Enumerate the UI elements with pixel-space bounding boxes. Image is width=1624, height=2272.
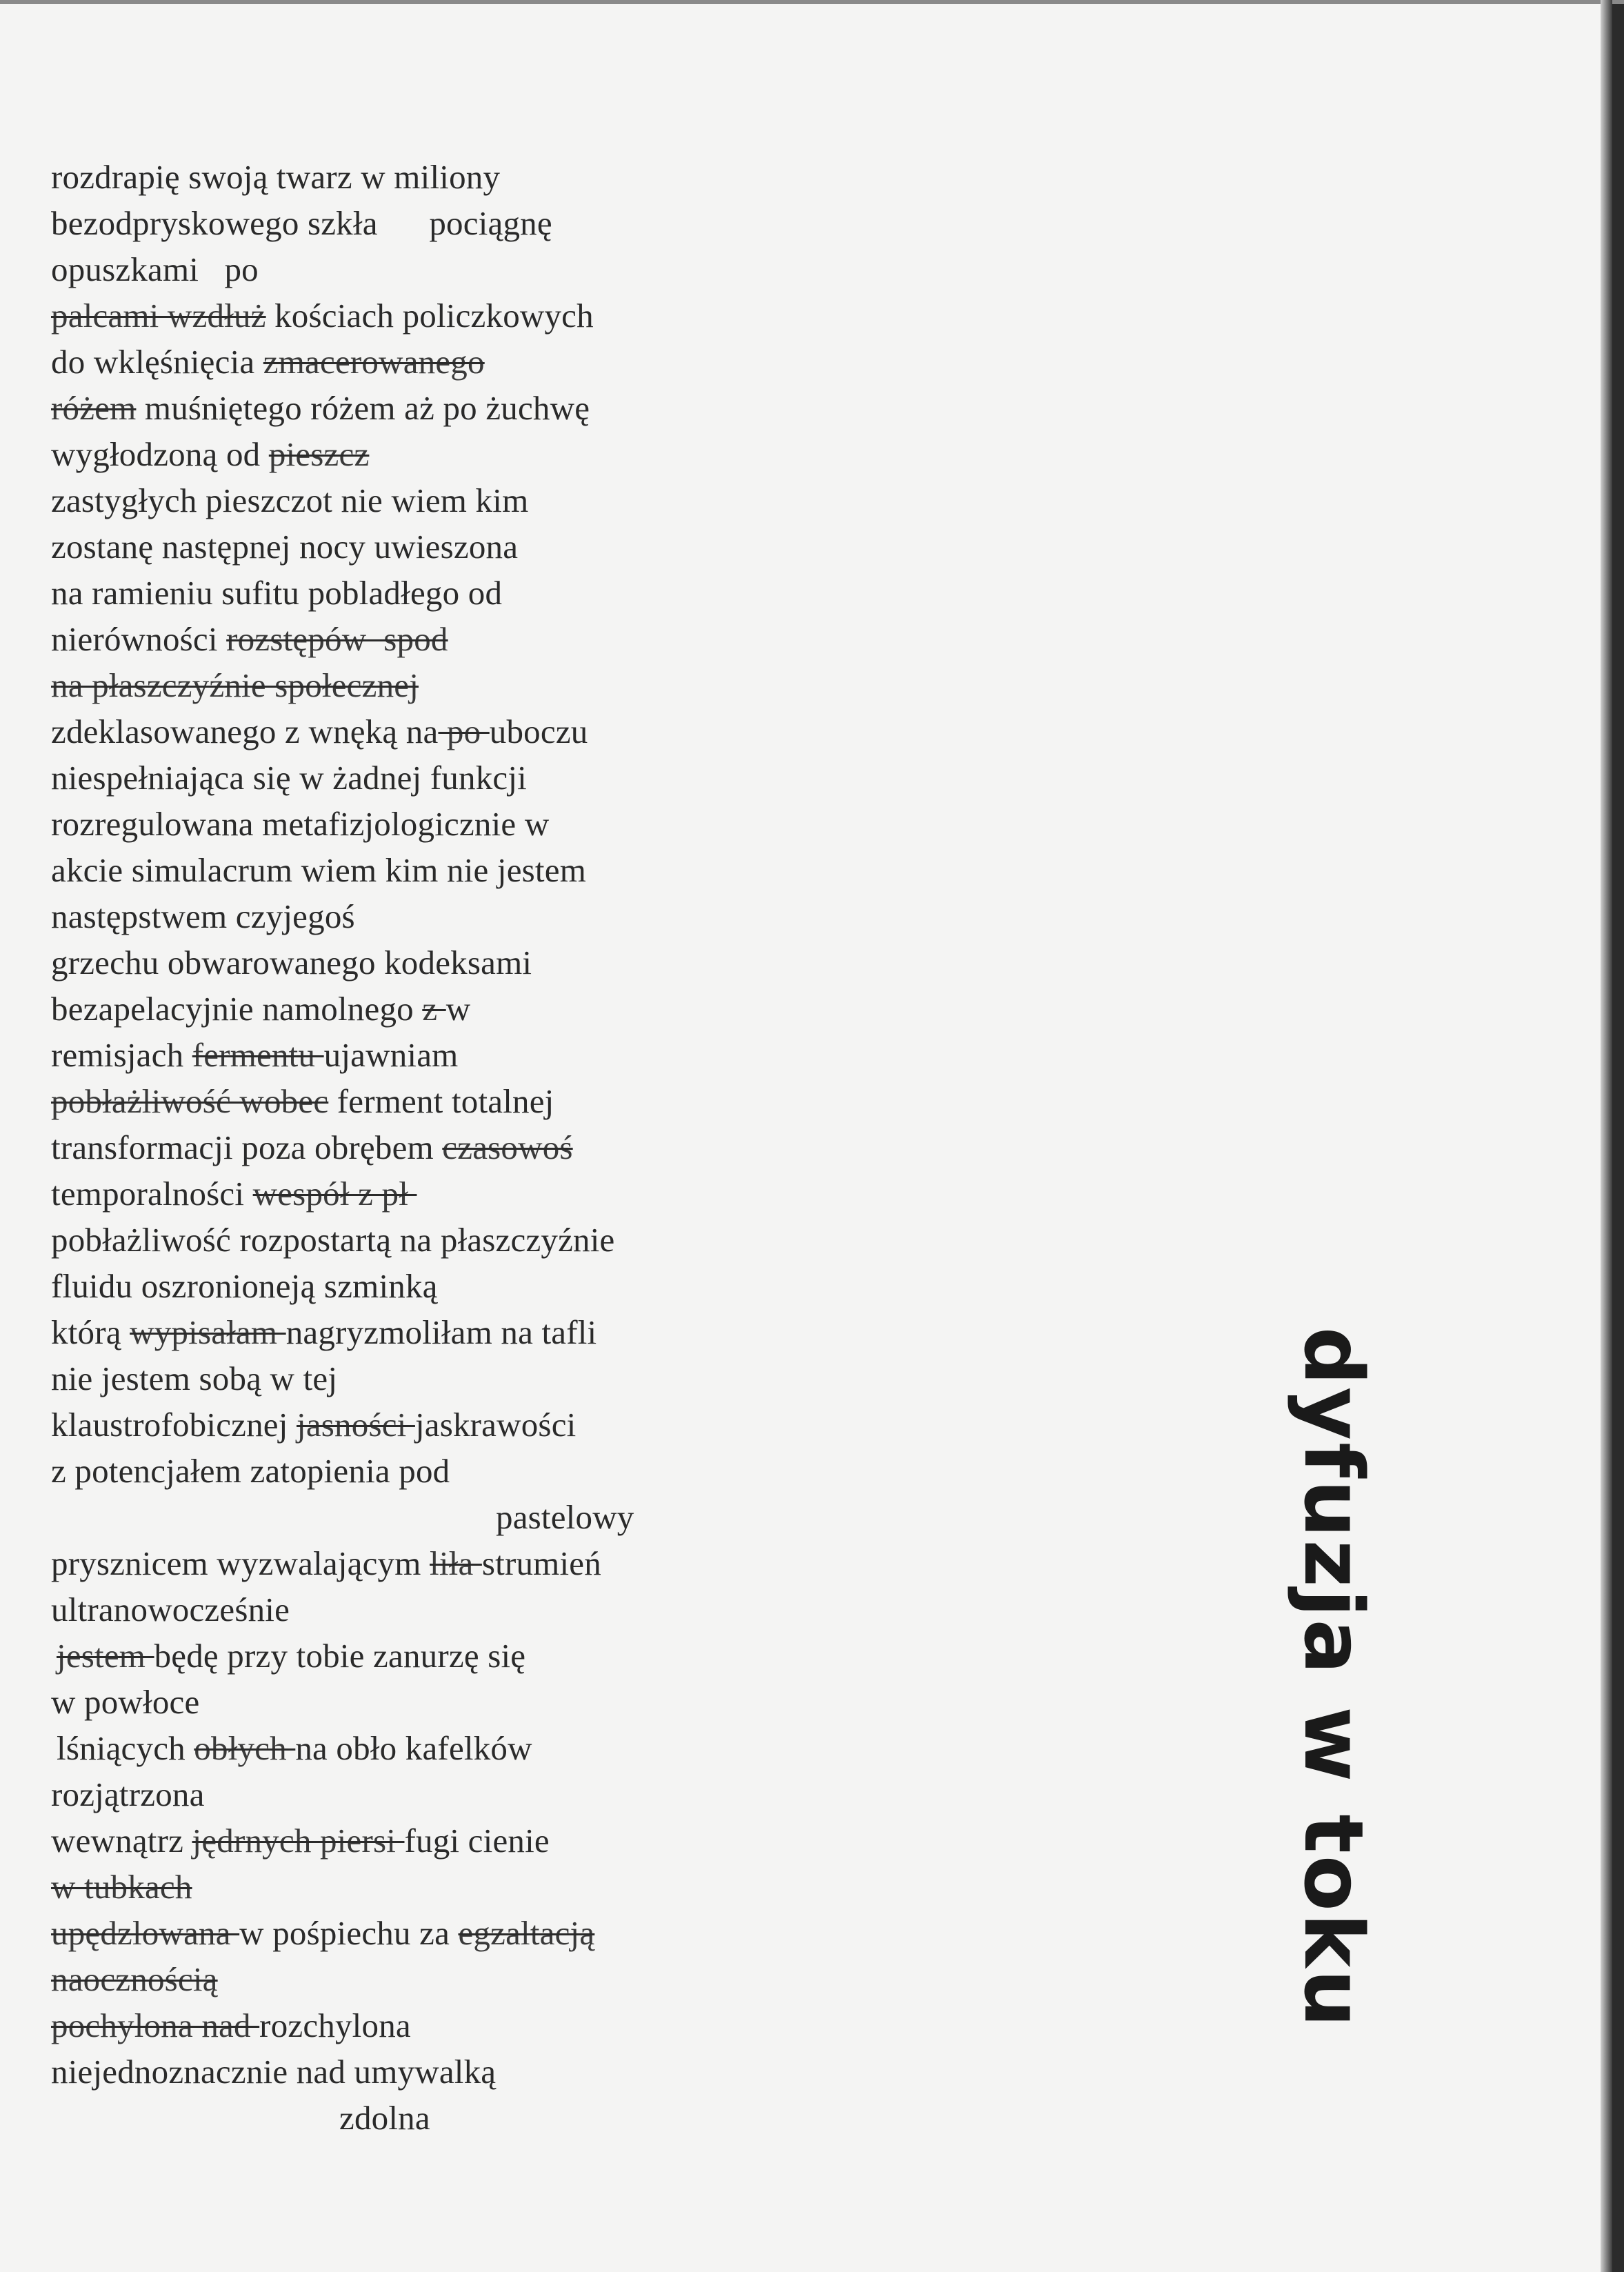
poem-text-segment: nierówności <box>51 620 227 658</box>
poem-text-segment: rozregulowana metafizjologicznie w <box>51 805 550 843</box>
poem-line <box>51 2095 810 2141</box>
poem-text-segment: na obło kafelków <box>295 1729 532 1767</box>
poem-text-segment: ujawniam <box>323 1036 459 1074</box>
poem-line <box>51 1725 810 1771</box>
poem-line <box>51 755 810 801</box>
poem-text-segment: lśniących <box>57 1729 194 1767</box>
poem-line <box>51 1263 810 1309</box>
poem-line <box>51 1355 810 1402</box>
poem-line <box>51 2002 810 2049</box>
poem-line <box>51 1448 810 1494</box>
poem-text-segment: rozjątrzona <box>51 1775 205 1813</box>
poem-line <box>51 1540 810 1586</box>
struck-text: po <box>438 713 490 750</box>
struck-text: pobłażliwość wobec <box>51 1082 329 1120</box>
struck-text: palcami wzdłuż <box>51 297 266 335</box>
poem-text-segment: rozdrapię swoją twarz w miliony <box>51 158 501 196</box>
poem-line <box>51 154 810 200</box>
struck-text: jasności <box>297 1406 415 1444</box>
struck-text: zmacerowanego <box>263 343 485 381</box>
struck-text: rozstępów spod <box>226 620 448 658</box>
poem-text-segment: którą <box>51 1313 130 1351</box>
poem-line <box>51 1032 810 1078</box>
poem-text-segment: będę przy tobie zanurzę się <box>154 1637 526 1675</box>
poem-text-segment: strumień <box>481 1544 601 1582</box>
struck-text: liła <box>430 1544 482 1582</box>
poem-line <box>51 1586 810 1633</box>
poem-line <box>51 1217 810 1263</box>
right-edge <box>1601 0 1612 2272</box>
struck-text: naocznością <box>51 1960 218 1998</box>
poem-text-segment: temporalności <box>51 1175 253 1213</box>
poem-text <box>51 154 810 2141</box>
poem-line <box>51 1864 810 1910</box>
poem-text-segment: jaskrawości <box>414 1406 577 1444</box>
poem-text-segment: grzechu obwarowanego kodeksami <box>51 944 532 981</box>
poem-text-segment: szminką <box>315 1267 438 1305</box>
poem-text-segment: ferment totalnej <box>328 1082 554 1120</box>
poem-line <box>51 339 810 385</box>
poem-line <box>51 893 810 939</box>
poem-text-segment: akcie simulacrum wiem kim nie jestem <box>51 851 587 889</box>
poem-text-segment: ultranowocześnie <box>51 1591 290 1628</box>
poem-text-segment: muśniętego różem aż po żuchwę <box>136 389 590 427</box>
struck-text: wespół z pł <box>252 1175 417 1213</box>
poem-text-segment: zdeklasowanego z wnęką na <box>51 713 439 750</box>
poem-line <box>51 708 810 755</box>
poem-text-segment: transformacji poza obrębem <box>51 1128 443 1166</box>
poem-text-segment: ą <box>300 1267 316 1305</box>
poem-text-segment: następstwem czyjegoś <box>51 897 355 935</box>
poem-line <box>51 1679 810 1725</box>
poem-line <box>51 431 810 477</box>
poem-text-segment: fluidu oszronionej <box>51 1267 301 1305</box>
poem-line <box>51 1910 810 1956</box>
poem-text-segment: zdolna <box>339 2099 430 2137</box>
poem-text-segment: z potencjałem zatopienia pod <box>51 1452 450 1490</box>
poem-line <box>51 1956 810 2002</box>
struck-text: pochylona nad <box>51 2006 260 2044</box>
poem-line <box>51 200 810 246</box>
poem-text-segment: rozchylona <box>259 2006 411 2044</box>
poem-line <box>51 1633 810 1679</box>
struck-text: fermentu <box>192 1036 324 1074</box>
struck-text: w tubkach <box>51 1868 192 1906</box>
poem-text-segment: bezodpryskowego szkła pociągnę <box>51 204 552 242</box>
poem-line <box>51 1170 810 1217</box>
poem-text-segment: zostanę następnej nocy uwieszona <box>51 528 519 566</box>
poem-text-segment: do wklęśnięcia <box>51 343 263 381</box>
struck-text: z <box>422 990 446 1028</box>
poem-text-segment: wewnątrz <box>51 1822 192 1860</box>
struck-text: upędzlowana <box>51 1914 240 1952</box>
poem-line <box>51 1124 810 1170</box>
poem-line <box>51 847 810 893</box>
struck-text: jędrnych piersi <box>192 1822 405 1860</box>
poem-text-segment: uboczu <box>489 713 588 750</box>
poem-line <box>51 477 810 524</box>
poem-line <box>51 801 810 847</box>
poem-text-segment: nie jestem sobą w tej <box>51 1359 338 1397</box>
poem-line <box>51 1078 810 1124</box>
poem-line <box>51 1494 810 1540</box>
struck-text: obłych <box>194 1729 296 1767</box>
poem-line <box>51 1402 810 1448</box>
top-edge <box>0 0 1624 4</box>
poem-line <box>51 1309 810 1355</box>
poem-text-segment: bezapelacyjnie namolnego <box>51 990 423 1028</box>
poem-text-segment: w <box>445 990 471 1028</box>
struck-text: wypisałam <box>130 1313 286 1351</box>
poem-text-segment: niespełniająca się w żadnej funkcji <box>51 759 527 797</box>
book-title: dyfuzja w toku <box>1286 1326 1381 2030</box>
struck-text: różem <box>51 389 137 427</box>
poem-text-segment: remisjach <box>51 1036 192 1074</box>
poem-text-segment: klaustrofobicznej <box>51 1406 297 1444</box>
poem-line <box>51 246 810 292</box>
poem-line <box>51 2049 810 2095</box>
struck-text: na płaszczyźnie społecznej <box>51 666 419 704</box>
poem-text-segment: niejednoznacznie nad umywalką <box>51 2053 497 2091</box>
poem-line <box>51 385 810 431</box>
poem-text-segment: prysznicem wyzwalającym <box>51 1544 430 1582</box>
poem-line <box>51 1817 810 1864</box>
poem-text-segment: pastelowy <box>496 1498 634 1536</box>
poem-line <box>51 524 810 570</box>
struck-text: jestem <box>57 1637 154 1675</box>
struck-text: czasowoś <box>442 1128 573 1166</box>
poem-line <box>51 939 810 986</box>
poem-line <box>51 1771 810 1817</box>
poem-text-segment: zastygłych pieszczot nie wiem kim <box>51 481 529 519</box>
poem-text-segment: wygłodzoną od <box>51 435 269 473</box>
poem-line <box>51 570 810 616</box>
poem-text-segment: w pośpiechu za <box>239 1914 459 1952</box>
poem-text-segment: w powłoce <box>51 1683 200 1721</box>
poem-line <box>51 986 810 1032</box>
poem-text-segment: na ramieniu sufitu pobladłego od <box>51 574 503 612</box>
struck-text: egzaltacją <box>458 1914 595 1952</box>
struck-text: pieszcz <box>268 435 370 473</box>
poem-line <box>51 662 810 708</box>
poem-text-segment: fugi cienie <box>404 1822 550 1860</box>
poem-text-segment: opuszkami po <box>51 250 259 288</box>
poem-text-segment: nagryzmoliłam na tafli <box>285 1313 597 1351</box>
poem-line <box>51 292 810 339</box>
poem-text-segment: kościach policzkowych <box>265 297 594 335</box>
poem-text-segment: pobłażliwość rozpostartą na płaszczyźnie <box>51 1221 615 1259</box>
poem-line <box>51 616 810 662</box>
title-block <box>1285 1326 1382 2030</box>
